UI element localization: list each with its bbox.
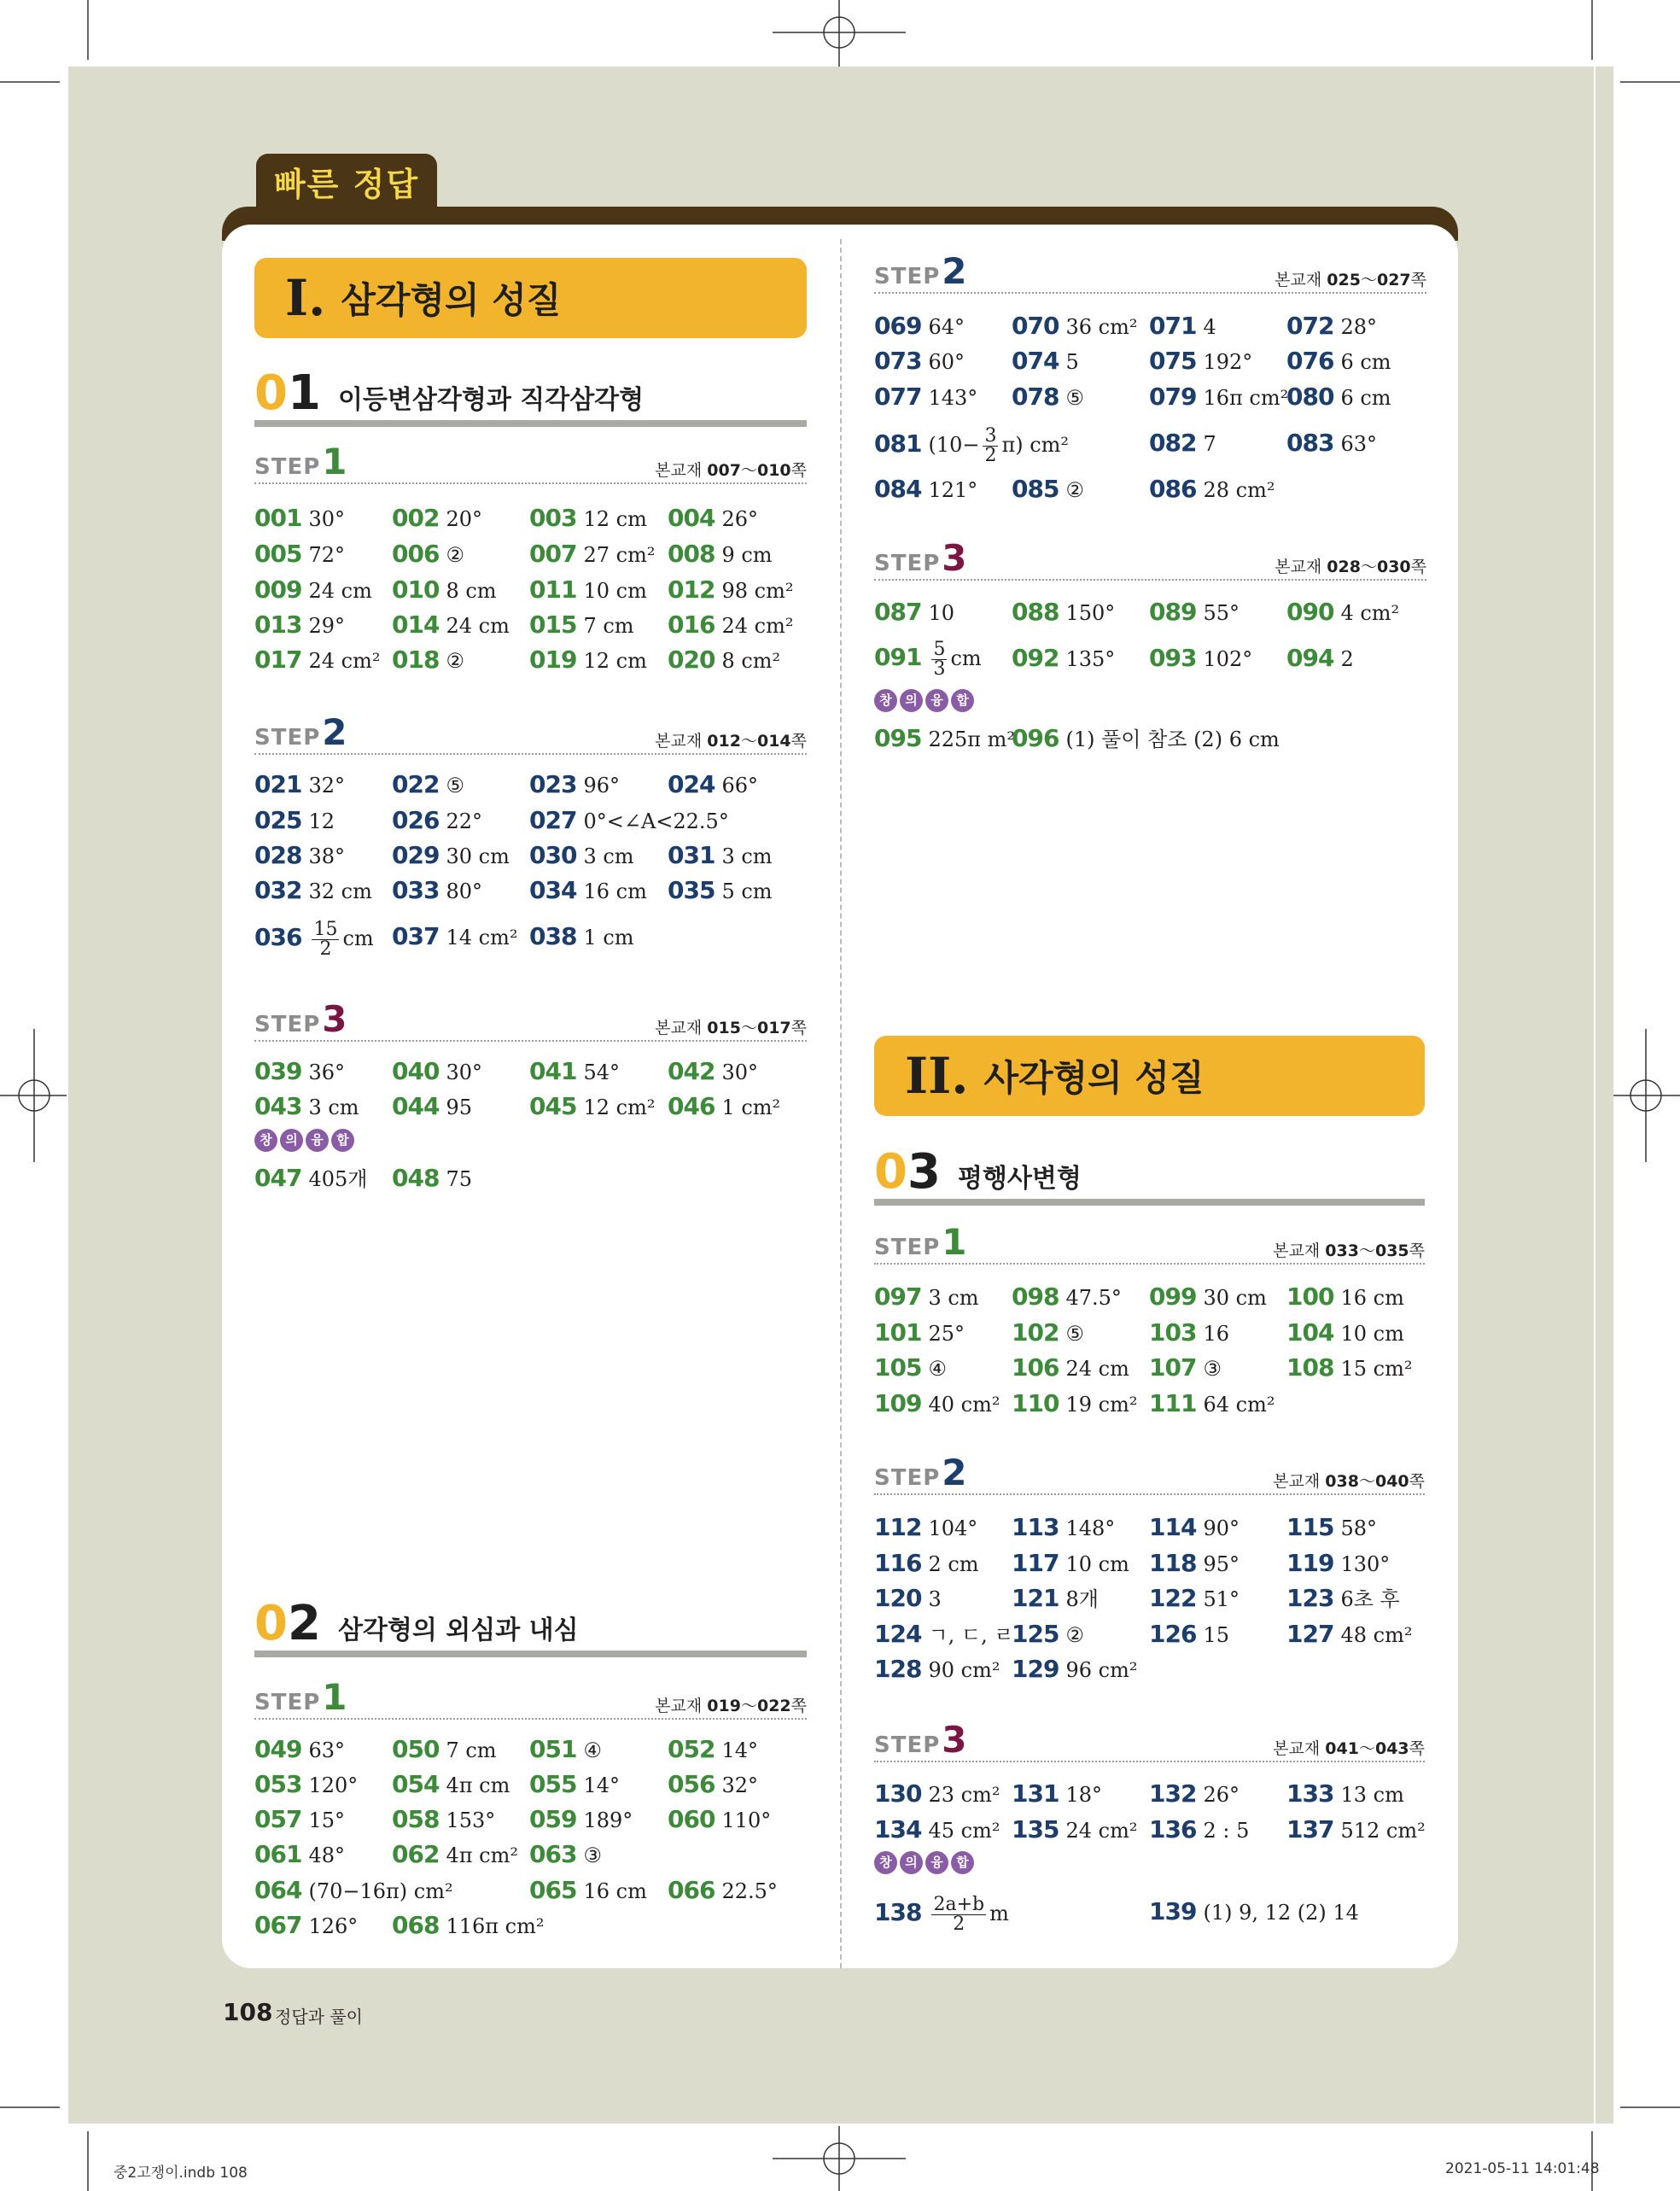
answer-item: 098 47.5° <box>1012 1282 1122 1311</box>
answer-item: 054 4π cm <box>392 1770 510 1798</box>
print-timestamp: 2021-05-11 14:01:48 <box>1445 2160 1600 2177</box>
textbook-page-ref: 본교재 025～027쪽 <box>1275 271 1426 289</box>
answer-item: 064 (70−16π) cm² <box>254 1876 453 1904</box>
quick-answer-tab: 빠른 정답 <box>256 154 437 213</box>
chapter-title: 사각형의 성질 <box>983 1057 1205 1099</box>
answer-item: 037 14 cm² <box>392 922 518 950</box>
step-header: STEP3 본교재 028～030쪽 <box>874 537 1426 579</box>
answer-item: 028 38° <box>254 841 345 869</box>
answer-item: 027 0°<∠A<22.5° <box>529 806 729 834</box>
answer-item: 101 25° <box>874 1318 965 1347</box>
answer-item: 090 4 cm² <box>1286 598 1400 626</box>
answer-item: 096 (1) 풀이 참조 (2) 6 cm <box>1012 724 1280 752</box>
answer-item: 094 2 <box>1286 644 1354 672</box>
section-01-heading <box>254 365 807 427</box>
answer-item: 031 3 cm <box>668 841 773 869</box>
answer-item: 119 130° <box>1286 1549 1391 1577</box>
answer-item: 131 18° <box>1012 1779 1102 1808</box>
creative-badge: 창 의 융 합 <box>874 1851 974 1874</box>
answer-item: 018 ② <box>392 646 464 674</box>
answer-item: 066 22.5° <box>668 1876 778 1904</box>
answer-item: 025 12 <box>254 806 335 834</box>
answer-item: 073 60° <box>874 347 965 375</box>
section-title: 이등변삼각형과 직각삼각형 <box>337 385 645 415</box>
answer-item: 127 48 cm² <box>1286 1620 1413 1648</box>
answer-item: 083 63° <box>1286 429 1377 457</box>
answer-item: 078 ⑤ <box>1012 383 1084 411</box>
section-title: 평행사변형 <box>957 1164 1082 1194</box>
answer-item: 023 96° <box>529 770 620 798</box>
answer-item: 060 110° <box>668 1805 772 1833</box>
answer-item: 024 66° <box>668 770 758 798</box>
answer-item: 137 512 cm² <box>1286 1815 1426 1843</box>
step-header: STEP2 본교재 012～014쪽 <box>254 711 807 753</box>
answer-item: 124 ㄱ, ㄷ, ㄹ <box>874 1620 1014 1648</box>
footer-title: 정답과 풀이 <box>275 2007 363 2027</box>
answer-item: 009 24 cm <box>254 576 372 604</box>
answer-item: 082 7 <box>1149 429 1216 457</box>
answer-item: 133 13 cm <box>1286 1779 1404 1808</box>
answer-item: 121 8개 <box>1012 1584 1099 1612</box>
answer-item: 138 $\frac{2a+b}{2}$ m <box>874 1894 1009 1935</box>
answer-item: 022 ⑤ <box>392 770 464 798</box>
answer-item: 030 3 cm <box>529 841 634 869</box>
textbook-page-ref: 본교재 033～035쪽 <box>1273 1242 1425 1260</box>
answer-item: 039 36° <box>254 1057 345 1085</box>
answer-item: 130 23 cm² <box>874 1779 1000 1808</box>
answer-item: 017 24 cm² <box>254 646 381 674</box>
answer-item: 033 80° <box>392 876 482 904</box>
creative-badge: 창 의 융 합 <box>874 689 974 712</box>
answer-item: 079 16π cm² <box>1149 383 1289 411</box>
answer-item: 106 24 cm <box>1012 1353 1129 1382</box>
answer-item: 099 30 cm <box>1149 1282 1267 1311</box>
textbook-page-ref: 본교재 015～017쪽 <box>655 1019 807 1037</box>
answer-item: 104 10 cm <box>1286 1318 1404 1347</box>
answer-item: 006 ② <box>392 540 464 568</box>
answer-item: 120 3 <box>874 1584 942 1612</box>
page-number: 108 <box>223 1998 273 2026</box>
answer-item: 008 9 cm <box>668 540 773 568</box>
answer-item: 013 29° <box>254 611 345 639</box>
answer-item: 095 225π m² <box>874 724 1016 752</box>
section-number: 0 <box>254 1596 288 1651</box>
step-digit: 1 <box>322 441 348 482</box>
section-02-heading <box>254 1596 807 1657</box>
textbook-page-ref: 본교재 038～040쪽 <box>1273 1472 1425 1491</box>
answer-item: 012 98 cm² <box>668 576 794 604</box>
answer-item: 065 16 cm <box>529 1876 647 1904</box>
answer-item: 092 135° <box>1012 644 1116 672</box>
chapter-number: II. <box>905 1047 969 1105</box>
answer-item: 040 30° <box>392 1057 482 1085</box>
textbook-page-ref: 본교재 041～043쪽 <box>1273 1739 1425 1758</box>
answer-item: 052 14° <box>668 1735 758 1763</box>
answer-item: 085 ② <box>1012 475 1084 503</box>
column-divider <box>840 239 842 1968</box>
answer-item: 019 12 cm <box>529 646 647 674</box>
answer-item: 134 45 cm² <box>874 1815 1000 1843</box>
answer-item: 080 6 cm <box>1286 383 1391 411</box>
answer-item: 003 12 cm <box>529 504 647 532</box>
answer-item: 038 1 cm <box>529 922 634 950</box>
answer-item: 044 95 <box>392 1092 472 1120</box>
step-header: STEP1 본교재 019～022쪽 <box>254 1676 807 1718</box>
creative-badge: 창 의 융 합 <box>254 1129 354 1152</box>
page-edge <box>1594 67 1613 2124</box>
answer-item: 117 10 cm <box>1012 1549 1129 1577</box>
answer-item: 072 28° <box>1286 312 1377 340</box>
answer-item: 112 104° <box>874 1513 978 1541</box>
answer-item: 086 28 cm² <box>1149 475 1275 503</box>
answer-item: 087 10 <box>874 598 954 626</box>
answer-item: 081 (10− $\frac{3}{2}$ π) cm² <box>874 425 1070 466</box>
answer-item: 063 ③ <box>529 1840 602 1868</box>
file-name: 중2고쟁이.indb 108 <box>114 2165 248 2182</box>
answer-item: 016 24 cm² <box>668 611 794 639</box>
answer-item: 113 148° <box>1012 1513 1116 1541</box>
answer-item: 110 19 cm² <box>1012 1389 1138 1417</box>
textbook-page-ref: 본교재 007～010쪽 <box>655 461 807 480</box>
answer-item: 036 $\frac{15}{2}$ cm <box>254 919 374 960</box>
section-number: 0 <box>874 1144 907 1200</box>
answer-item: 053 120° <box>254 1770 359 1798</box>
answer-item: 132 26° <box>1149 1779 1240 1808</box>
answer-item: 034 16 cm <box>529 876 647 904</box>
chapter-2-banner <box>874 1036 1425 1116</box>
answer-item: 103 16 <box>1149 1318 1229 1347</box>
answer-item: 077 143° <box>874 383 978 411</box>
answer-item: 128 90 cm² <box>874 1655 1000 1683</box>
answer-item: 105 ④ <box>874 1353 947 1382</box>
answer-item: 067 126° <box>254 1911 359 1939</box>
answer-item: 014 24 cm <box>392 611 510 639</box>
answer-item: 129 96 cm² <box>1012 1655 1138 1683</box>
step-header <box>254 441 807 484</box>
answer-item: 047 405개 <box>254 1164 368 1192</box>
answer-item: 015 7 cm <box>529 611 634 639</box>
section-title: 삼각형의 외심과 내심 <box>337 1615 579 1645</box>
answer-item: 043 3 cm <box>254 1092 359 1120</box>
answer-item: 069 64° <box>874 312 965 340</box>
answer-item: 102 ⑤ <box>1012 1318 1084 1347</box>
answer-item: 097 3 cm <box>874 1282 979 1311</box>
answer-item: 020 8 cm² <box>668 646 781 674</box>
answer-item: 108 15 cm² <box>1286 1353 1413 1382</box>
answer-item: 004 26° <box>668 504 758 532</box>
answer-item: 055 14° <box>529 1770 620 1798</box>
answer-item: 118 95° <box>1149 1549 1240 1577</box>
answer-item: 109 40 cm² <box>874 1389 1000 1417</box>
step-label: STEP <box>254 454 321 480</box>
answer-item: 050 7 cm <box>392 1735 497 1763</box>
answer-item: 042 30° <box>668 1057 758 1085</box>
answer-item: 084 121° <box>874 475 978 503</box>
answer-item: 011 10 cm <box>529 576 647 604</box>
answer-item: 111 64 cm² <box>1149 1389 1275 1417</box>
answer-item: 115 58° <box>1286 1513 1377 1541</box>
textbook-page-ref: 본교재 019～022쪽 <box>655 1697 807 1715</box>
answer-item: 026 22° <box>392 806 482 834</box>
chapter-1-banner <box>254 258 807 338</box>
answer-item: 100 16 cm <box>1286 1282 1404 1311</box>
answer-item: 074 5 <box>1012 347 1079 375</box>
answer-item: 107 ③ <box>1149 1353 1222 1382</box>
section-number: 2 <box>287 1596 321 1651</box>
textbook-page-ref: 본교재 012～014쪽 <box>655 732 807 751</box>
answer-item: 056 32° <box>668 1770 758 1798</box>
answer-item: 001 30° <box>254 504 345 532</box>
answer-item: 041 54° <box>529 1057 620 1085</box>
answer-item: 005 72° <box>254 540 345 568</box>
answer-item: 058 153° <box>392 1805 496 1833</box>
answer-item: 123 6초 후 <box>1286 1584 1400 1612</box>
answer-item: 088 150° <box>1012 598 1116 626</box>
answer-item: 002 20° <box>392 504 482 532</box>
answer-item: 122 51° <box>1149 1584 1240 1612</box>
answer-item: 114 90° <box>1149 1513 1240 1541</box>
answer-item: 021 32° <box>254 770 345 798</box>
answer-item: 048 75 <box>392 1164 472 1192</box>
answer-item: 059 189° <box>529 1805 633 1833</box>
answer-item: 070 36 cm² <box>1012 312 1138 340</box>
step-header: STEP3 본교재 041～043쪽 <box>874 1719 1425 1761</box>
step-header: STEP2 본교재 025～027쪽 <box>874 250 1426 292</box>
step-header: STEP2 본교재 038～040쪽 <box>874 1452 1425 1493</box>
answer-item: 057 15° <box>254 1805 345 1833</box>
answer-item: 125 ② <box>1012 1620 1084 1648</box>
chapter-title: 삼각형의 성질 <box>341 279 562 321</box>
answer-item: 051 ④ <box>529 1735 602 1763</box>
chapter-number: I. <box>285 269 326 327</box>
step-header: STEP3 본교재 015～017쪽 <box>254 998 807 1040</box>
answer-item: 139 (1) 9, 12 (2) 14 <box>1149 1897 1359 1925</box>
textbook-page-ref: 본교재 028～030쪽 <box>1275 558 1426 576</box>
answer-item: 061 48° <box>254 1840 345 1868</box>
section-03-heading <box>874 1144 1425 1206</box>
answer-item: 075 192° <box>1149 347 1253 375</box>
answer-item: 093 102° <box>1149 644 1253 672</box>
section-number: 1 <box>287 365 321 421</box>
answer-item: 010 8 cm <box>392 576 497 604</box>
answer-item: 116 2 cm <box>874 1549 979 1577</box>
answer-item: 136 2 : 5 <box>1149 1815 1250 1843</box>
answer-item: 029 30 cm <box>392 841 510 869</box>
answer-item: 035 5 cm <box>668 876 773 904</box>
section-number: 0 <box>254 365 288 421</box>
answer-item: 076 6 cm <box>1286 347 1391 375</box>
answer-item: 135 24 cm² <box>1012 1815 1138 1843</box>
answer-item: 045 12 cm² <box>529 1092 656 1120</box>
answer-item: 089 55° <box>1149 598 1240 626</box>
answer-item: 071 4 <box>1149 312 1216 340</box>
answer-item: 007 27 cm² <box>529 540 656 568</box>
answer-item: 032 32 cm <box>254 876 372 904</box>
answer-item: 068 116π cm² <box>392 1911 545 1939</box>
answer-item: 062 4π cm² <box>392 1840 518 1868</box>
answer-item: 046 1 cm² <box>668 1092 781 1120</box>
answer-item: 091 $\frac{5}{3}$ cm <box>874 639 982 680</box>
section-number: 3 <box>907 1144 941 1200</box>
step-header: STEP1 본교재 033～035쪽 <box>874 1221 1425 1263</box>
answer-item: 126 15 <box>1149 1620 1229 1648</box>
answer-item: 049 63° <box>254 1735 345 1763</box>
